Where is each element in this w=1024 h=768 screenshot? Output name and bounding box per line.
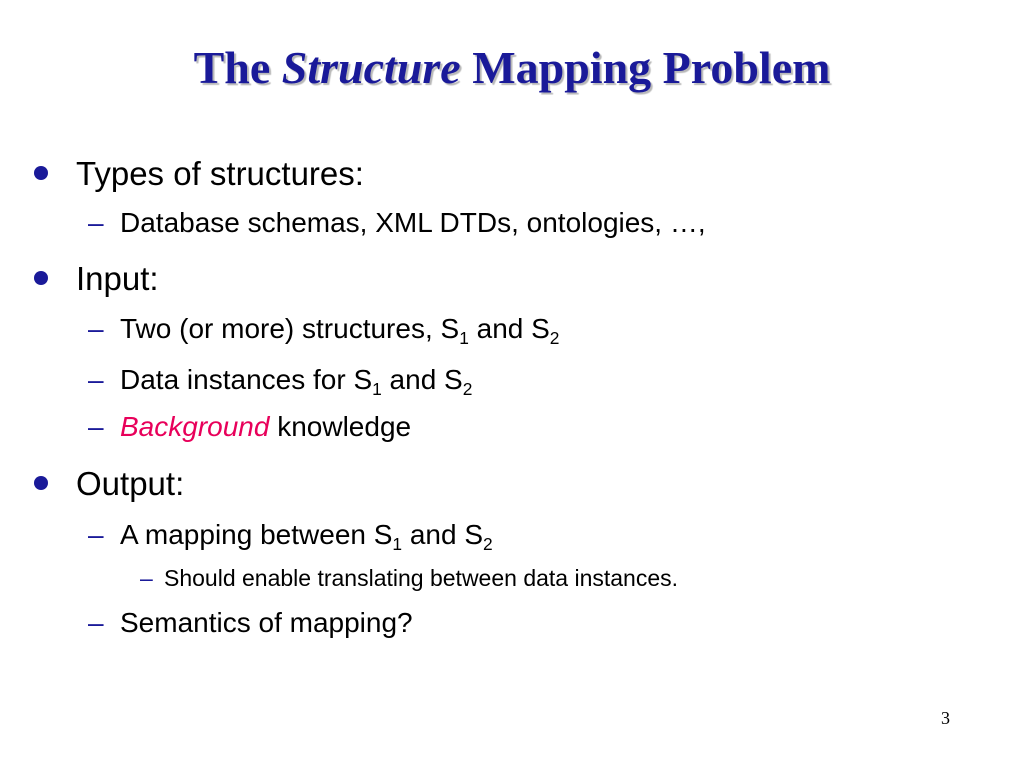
text-part: and S bbox=[468, 313, 550, 344]
bullet-label: Output: bbox=[76, 465, 185, 502]
sub-bullet-text bbox=[120, 362, 472, 398]
bullet-dot-icon bbox=[34, 476, 48, 490]
text-part: Data instances for S bbox=[120, 364, 373, 395]
sub-bullet-text: Database schemas, XML DTDs, ontologies, …, bbox=[120, 207, 706, 238]
text-part: and S bbox=[402, 519, 484, 550]
dash-icon: – bbox=[88, 607, 104, 638]
slide-title bbox=[0, 38, 1024, 98]
dash-icon: – bbox=[88, 519, 104, 550]
bullet-dot-icon bbox=[34, 271, 48, 285]
sub-bullet-text bbox=[120, 517, 493, 553]
sub-bullet-text: Semantics of mapping? bbox=[120, 607, 413, 638]
dash-icon: – bbox=[88, 207, 104, 238]
text-part: knowledge bbox=[269, 411, 412, 442]
subscript: 1 bbox=[459, 328, 469, 349]
title-emphasis: Structure bbox=[281, 42, 461, 93]
subscript: 1 bbox=[372, 379, 382, 400]
dash-icon: – bbox=[88, 364, 104, 395]
bullet-dot-icon bbox=[34, 166, 48, 180]
title-suffix: Mapping Problem bbox=[472, 42, 831, 93]
bullet-label: Input: bbox=[76, 260, 159, 297]
accent-text: Background bbox=[120, 411, 270, 442]
dash-icon: – bbox=[140, 565, 153, 591]
title-prefix: The bbox=[193, 42, 271, 93]
text-part: A mapping between S bbox=[120, 519, 393, 550]
sub-bullet-text bbox=[120, 409, 411, 445]
dash-icon: – bbox=[88, 411, 104, 442]
subscript: 2 bbox=[462, 379, 473, 400]
bullet-label: Types of structures: bbox=[76, 155, 364, 192]
text-part: Two (or more) structures, S bbox=[120, 313, 460, 344]
subscript: 2 bbox=[483, 534, 493, 555]
sub-bullet-text bbox=[120, 311, 559, 347]
text-part: and S bbox=[381, 364, 463, 395]
subscript: 1 bbox=[392, 534, 403, 555]
sub-sub-bullet-text: Should enable translating between data instances. bbox=[164, 565, 679, 591]
dash-icon: – bbox=[88, 313, 104, 344]
subscript: 2 bbox=[549, 328, 560, 349]
page-number: 3 bbox=[941, 708, 950, 728]
